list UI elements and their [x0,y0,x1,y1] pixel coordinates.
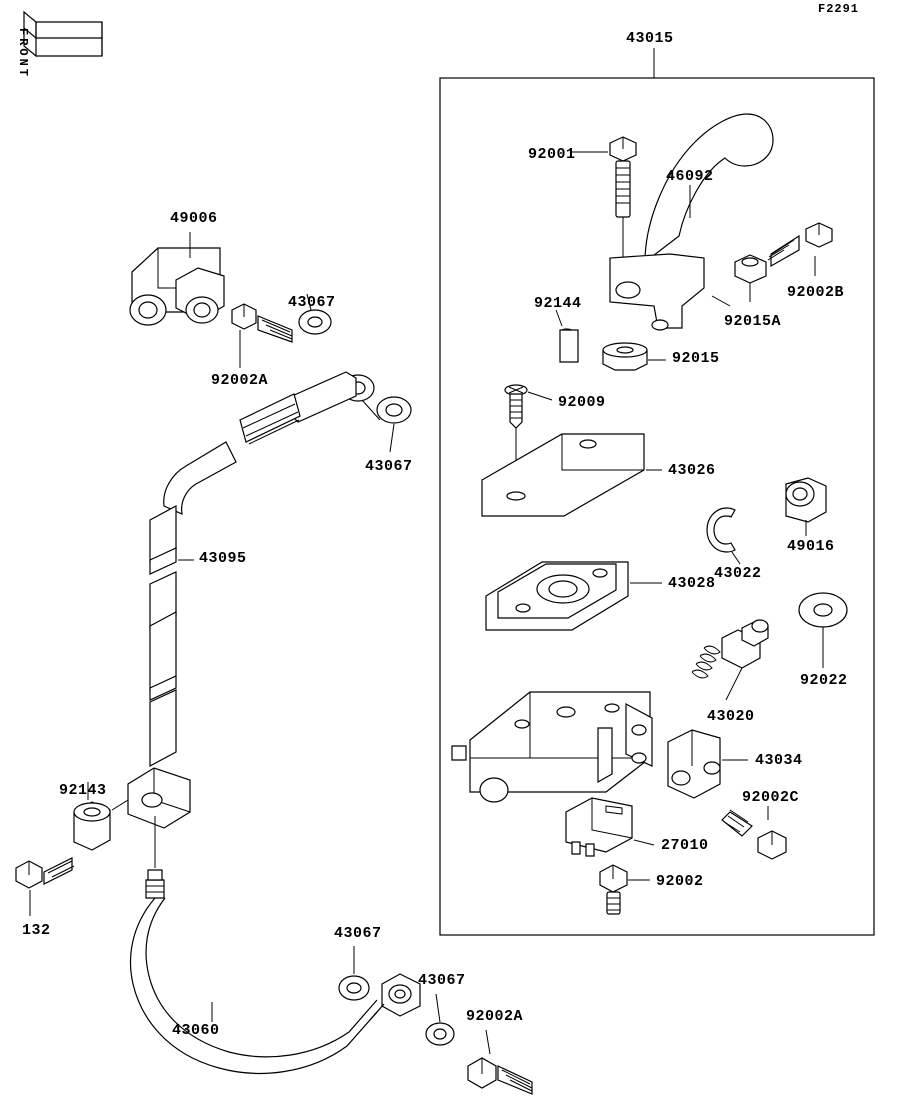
part-label-43022: 43022 [714,565,762,582]
part-label-92001: 92001 [528,146,576,163]
part-label-92002A-upper: 92002A [211,372,269,389]
part-label-92002C: 92002C [742,789,800,806]
part-label-43034: 43034 [755,752,803,769]
part-label-92022: 92022 [800,672,848,689]
part-label-43015: 43015 [626,30,674,47]
part-label-43067-mid: 43067 [365,458,413,475]
part-label-27010: 27010 [661,837,709,854]
part-label-92002B: 92002B [787,284,845,301]
part-label-43020: 43020 [707,708,755,725]
part-label-43095: 43095 [199,550,247,567]
part-label-43067-lower-right: 43067 [418,972,466,989]
sheet-code: F2291 [818,2,860,16]
part-label-92002: 92002 [656,873,704,890]
part-label-49006: 49006 [170,210,218,227]
part-label-132: 132 [22,922,51,939]
part-label-43026: 43026 [668,462,716,479]
part-label-43028: 43028 [668,575,716,592]
part-label-43067-upper: 43067 [288,294,336,311]
part-label-92002A-lower: 92002A [466,1008,524,1025]
part-label-92015: 92015 [672,350,720,367]
front-label: FRONT [16,28,30,80]
part-label-49016: 49016 [787,538,835,555]
part-label-92015A: 92015A [724,313,782,330]
part-label-92143: 92143 [59,782,107,799]
part-label-92009: 92009 [558,394,606,411]
part-label-46092: 46092 [666,168,714,185]
part-label-92144: 92144 [534,295,582,312]
part-label-43067-lower-left: 43067 [334,925,382,942]
part-label-43060: 43060 [172,1022,220,1039]
